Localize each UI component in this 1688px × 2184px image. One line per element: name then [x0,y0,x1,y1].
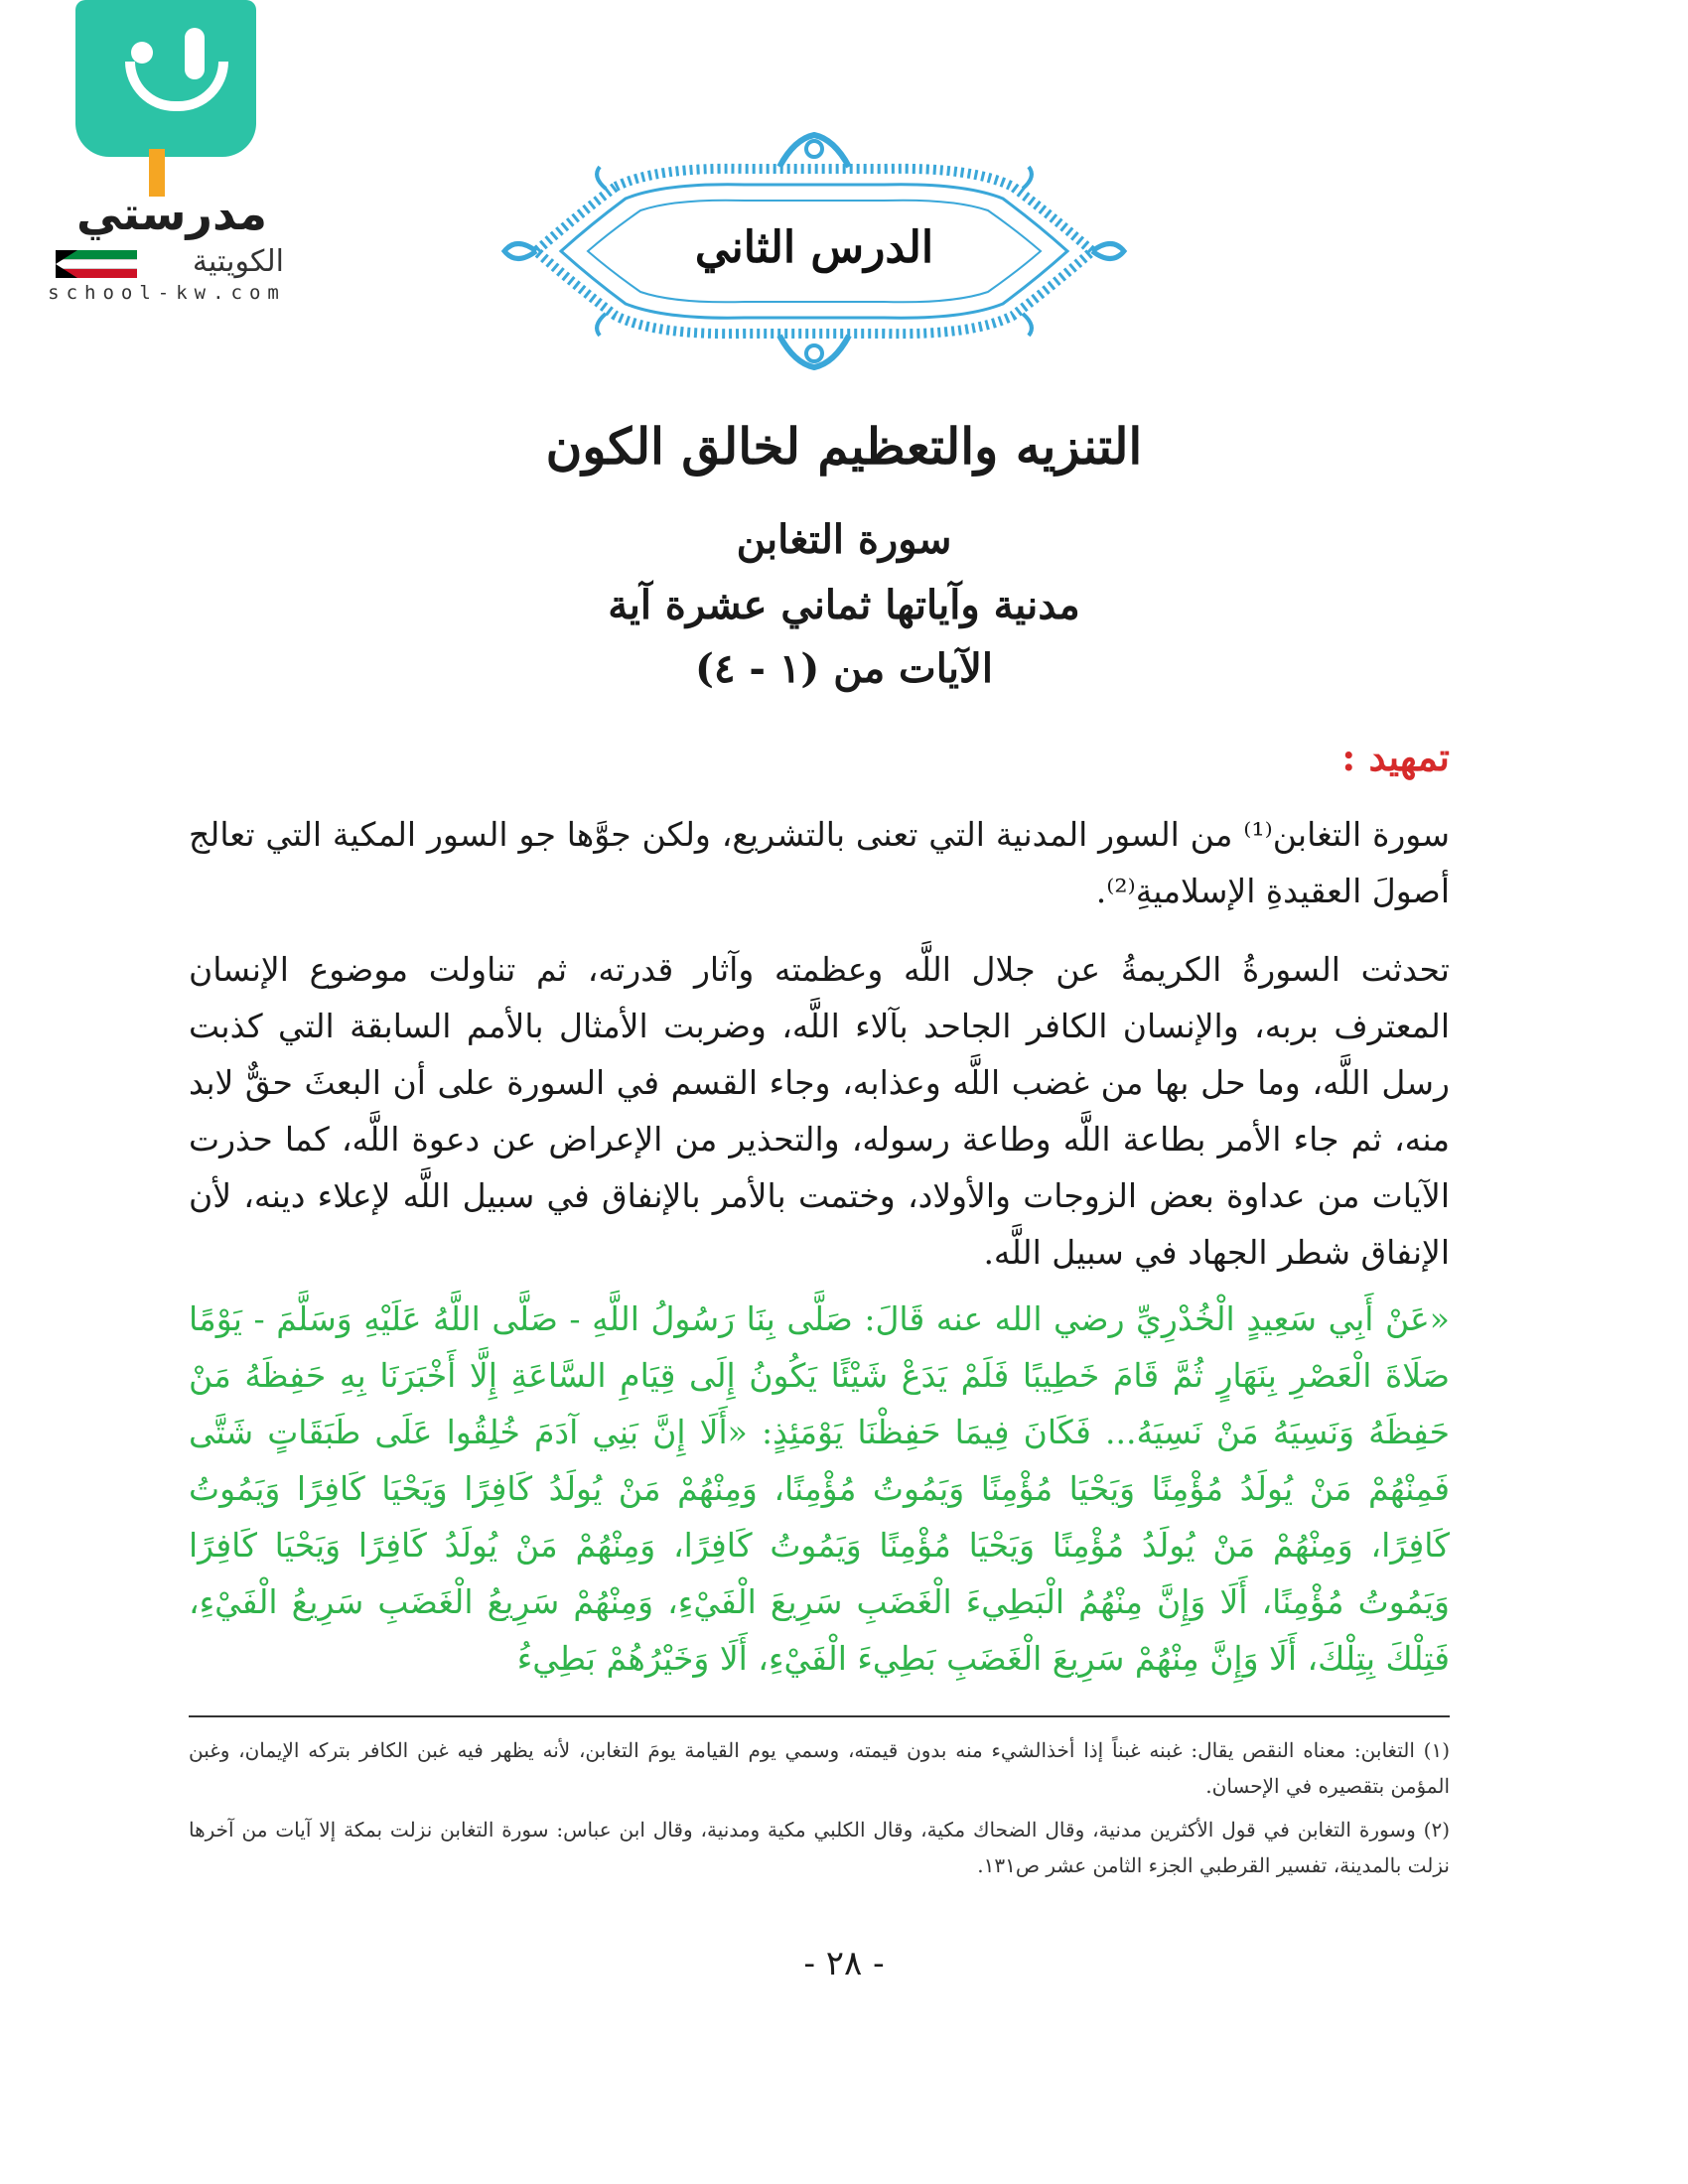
school-logo [18,0,316,318]
surah-info: مدنية وآياتها ثماني عشرة آية [608,582,1080,628]
footnote-divider [189,1715,1450,1717]
logo-subtitle: الكويتية [192,244,284,279]
page-title: التنزيه والتعظيم لخالق الكون [545,417,1143,476]
logo-name: مدرستي [75,187,268,240]
footnote-2: (٢) وسورة التغابن في قول الأكثرين مدنية، وقال الضحاك مكية، وقال الكلبي مكية ومدنية، وقال ابن عباس: سورة التغابن نزلت بمكة إلا آيات من آخرها نزلت بالمدينة، تفسير القرطبي الجزء الثامن عشر ص١٣١. [189,1818,1450,1877]
logo-url: school-kw.com [48,282,286,304]
intro-heading: تمهيد : [1341,735,1450,779]
lesson-label: الدرس الثاني [694,222,934,273]
hadith-text: «عَنْ أَبِي سَعِيدٍ الْخُدْرِيِّ رضي الله عنه قَالَ: صَلَّى بِنَا رَسُولُ اللَّهِ - صَلَّى اللَّهُ عَلَيْهِ وَسَلَّمَ - يَوْمًا صَلَاةَ الْعَصْرِ بِنَهَارٍ ثُمَّ قَامَ خَطِيبًا فَلَمْ يَدَعْ شَيْئًا يَكُونُ إِلَى قِيَامِ السَّاعَةِ إِلَّا أَخْبَرَنَا بِهِ حَفِظَهُ مَنْ حَفِظَهُ وَنَسِيَهُ مَنْ نَسِيَهُ... فَكَانَ فِيمَا حَفِظْنَا يَوْمَئِذٍ: «أَلَا إِنَّ بَنِي آدَمَ خُلِقُوا عَلَى طَبَقَاتٍ شَتَّى فَمِنْهُمْ مَنْ يُولَدُ مُؤْمِنًا وَيَحْيَا مُؤْمِنًا وَيَمُوتُ مُؤْمِنًا، وَمِنْهُمْ مَنْ يُولَدُ كَافِرًا وَيَحْيَا كَافِرًا وَيَمُوتُ كَافِرًا، وَمِنْهُمْ مَنْ يُولَدُ مُؤْمِنًا وَيَحْيَا مُؤْمِنًا وَيَمُوتُ كَافِرًا، وَمِنْهُمْ مَنْ يُولَدُ كَافِرًا وَيَحْيَا كَافِرًا وَيَمُوتُ مُؤْمِنًا، أَلَا وَإِنَّ مِنْهُمُ الْبَطِيءَ الْغَضَبِ سَرِيعَ الْفَيْءِ، وَمِنْهُمْ سَرِيعُ الْغَضَبِ سَرِيعُ الْفَيْءِ، فَتِلْكَ بِتِلْكَ، أَلَا وَإِنَّ مِنْهُمْ سَرِيعَ الْغَضَبِ بَطِيءَ الْفَيْءِ، أَلَا وَخَيْرُهُمْ بَطِيءُ [189,1299,1450,1678]
verses-range: الآيات من (١ - ٤) [695,645,993,692]
intro-paragraph-1: سورة التغابن⁽¹⁾ من السور المدنية التي تعنى بالتشريع، ولكن جوَّها جو السور المكية التي تعالج أصولَ العقيدةِ الإسلاميةِ⁽²⁾. [189,815,1451,910]
lesson-frame [496,127,1132,375]
intro-paragraph-2: تحدثت السورةُ الكريمةُ عن جلال اللَّه وعظمته وآثار قدرته، ثم تناولت موضوع الإنسان المعترف بربه، والإنسان الكافر الجاحد بآلاء اللَّه، وضربت الأمثال بالأمم السابقة التي كذبت رسل اللَّه، وما حل بها من غضب اللَّه وعذابه، وجاء القسم في السورة على أن البعثَ حقٌّ لابد منه، ثم جاء الأمر بطاعة اللَّه وطاعة رسوله، والتحذير من الإعراض عن دعوة اللَّه، كما حذرت الآيات من عداوة بعض الزوجات والأولاد، وختمت بالأمر بالإنفاق في سبيل اللَّه لإعلاء دينه، لأن الإنفاق شطر الجهاد في سبيل اللَّه. [189,950,1450,1272]
page-number: - ٢٨ - [803,1944,885,1983]
footnote-1: (١) التغابن: معناه النقص يقال: غبنه غبناً إذا أخذالشيء منه بدون قيمته، وسمي يوم القيامة يومَ التغابن، لأنه يظهر فيه غبن الكافر بتركه الإيمان، وغبن المؤمن بتقصيره في الإحسان. [189,1738,1450,1798]
kuwait-flag-icon [56,250,137,278]
surah-name: سورة التغابن [736,516,952,563]
logo-mark-icon [75,0,256,157]
